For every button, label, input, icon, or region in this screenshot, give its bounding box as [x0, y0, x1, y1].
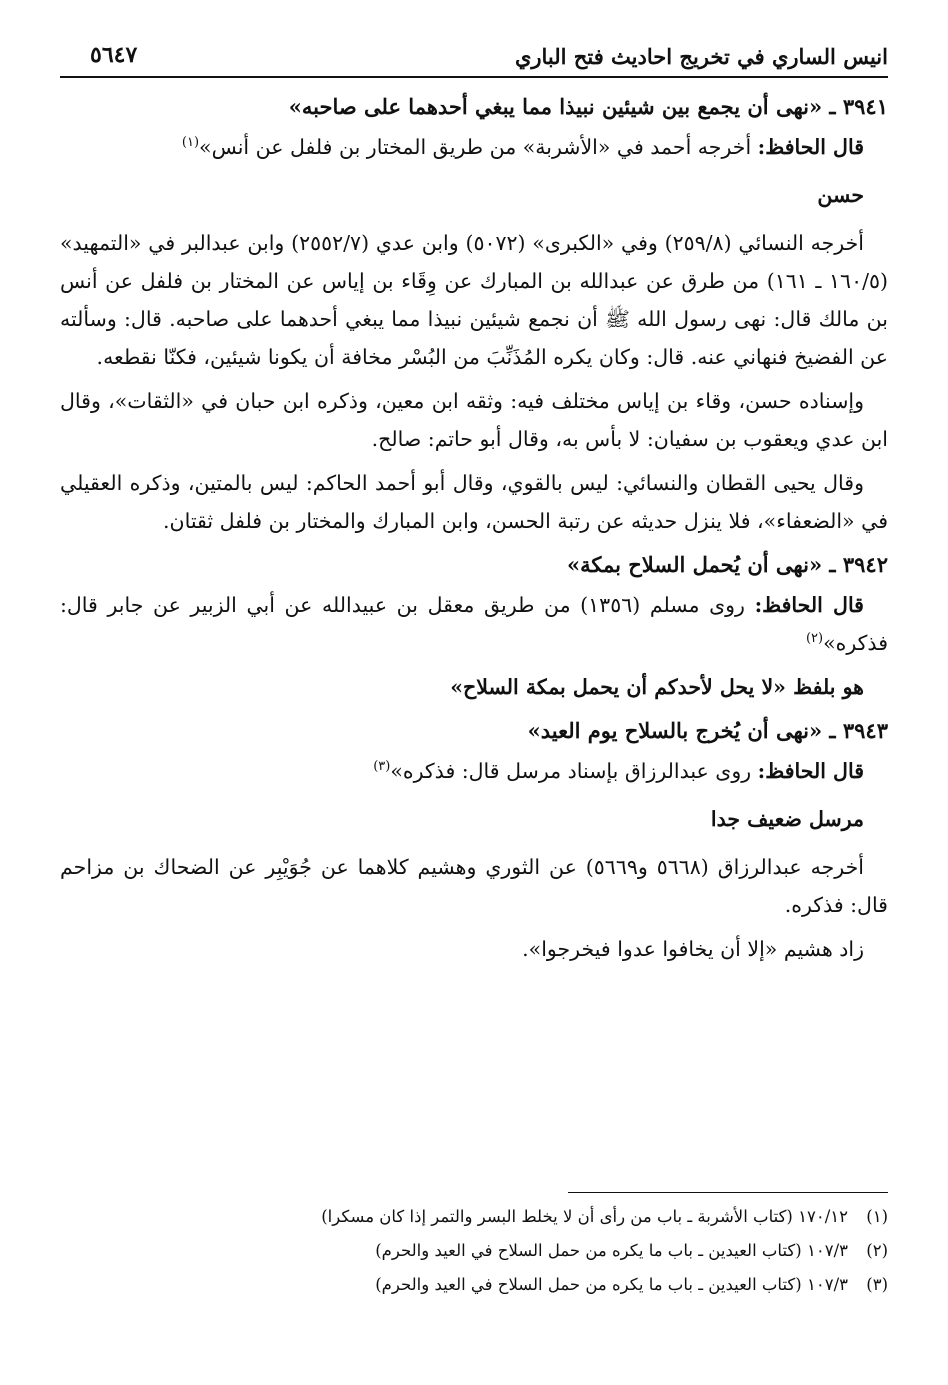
footnote-text: ١٧٠/١٢ (كتاب الأشربة ـ باب من رأى أن لا يخلط البسر والتمر إذا كان مسكرا): [321, 1207, 848, 1226]
hafiz-text: روى عبدالرزاق بإسناد مرسل قال: فذكره»: [390, 759, 752, 783]
hafiz-label: قال الحافظ:: [757, 135, 864, 159]
page-number: ٥٦٤٧: [90, 42, 138, 68]
footnote: [60, 1200, 888, 1234]
hafiz-statement: [60, 128, 888, 166]
running-header: [60, 30, 888, 74]
hafiz-statement: [60, 752, 888, 790]
footnote-number: (١): [866, 1207, 888, 1226]
hafiz-statement: [60, 586, 888, 662]
commentary-paragraph: هو بلفظ «لا يحل لأحدكم أن يحمل بمكة السلاح»: [450, 675, 864, 699]
book-title: انيس الساري في تخريج احاديث فتح الباري: [514, 44, 888, 69]
commentary-paragraph: زاد هشيم «إلا أن يخافوا عدوا فيخرجوا».: [522, 937, 864, 961]
header-rule: [60, 76, 888, 78]
hadith-entry: [60, 88, 888, 540]
footnote-number: (٣): [866, 1275, 888, 1294]
hafiz-label: قال الحافظ:: [754, 593, 864, 617]
footnote-number: (٢): [866, 1241, 888, 1260]
hadith-heading: ٣٩٤٢ ـ «نهى أن يُحمل السلاح بمكة»: [566, 552, 888, 577]
commentary-paragraph: أخرجه عبدالرزاق (٥٦٦٨ و٥٦٦٩) عن الثوري وهشيم كلاهما عن جُوَيْبِر عن الضحاك بن مزاحم قال: فذكره.: [60, 855, 888, 917]
footnote-text: ١٠٧/٣ (كتاب العيدين ـ باب ما يكره من حمل السلاح في العيد والحرم): [375, 1241, 848, 1260]
hadith-grade: مرسل ضعيف جدا: [710, 807, 864, 831]
footnote: [60, 1268, 888, 1302]
commentary-paragraph: أخرجه النسائي (٢٥٩/٨) وفي «الكبرى» (٥٠٧٢) وابن عدي (٢٥٥٢/٧) وابن عبدالبر في «التمهيد» (١٦٠/٥ ـ ١٦١) من طرق عن عبدالله بن المبارك عن وِقَاء بن إياس عن المختار بن فلفل عن أنس بن مالك قال: نهى رسول الله ﷺ أن نجمع شيئين نبيذا مما يبغي أحدهما على صاحبه. قال: وسألته عن الفضيخ فنهاني عنه. قال: وكان يكره المُذَنِّبَ من البُسْر مخافة أن يكونا شيئين، فكنّا نقطعه.: [60, 231, 888, 369]
hafiz-label: قال الحافظ:: [757, 759, 864, 783]
hadith-heading: ٣٩٤١ ـ «نهى أن يجمع بين شيئين نبيذا مما يبغي أحدهما على صاحبه»: [288, 94, 888, 119]
page-body: [60, 88, 888, 968]
footnote-text: ١٠٧/٣ (كتاب العيدين ـ باب ما يكره من حمل السلاح في العيد والحرم): [375, 1275, 848, 1294]
hafiz-text: روى مسلم (١٣٥٦) من طريق معقل بن عبيدالله عن أبي الزبير عن جابر قال: فذكره»: [60, 593, 888, 655]
footnote-ref: (٢): [805, 631, 824, 647]
hadith-grade: حسن: [817, 183, 864, 207]
footnote-separator: [568, 1192, 888, 1193]
hadith-entry: [60, 712, 888, 968]
commentary-paragraph: وقال يحيى القطان والنسائي: ليس بالقوي، وقال أبو أحمد الحاكم: ليس بالمتين، وذكره العقيلي في «الضعفاء»، فلا ينزل حديثه عن رتبة الحسن، وابن المبارك والمختار بن فلفل ثقتان.: [60, 471, 888, 533]
footnotes: [60, 1200, 888, 1302]
hadith-entry: [60, 546, 888, 706]
footnote: [60, 1234, 888, 1268]
commentary-paragraph: وإسناده حسن، وقاء بن إياس مختلف فيه: وثقه ابن معين، وذكره ابن حبان في «الثقات»، وقال ابن عدي ويعقوب بن سفيان: لا بأس به، وقال أبو حاتم: صالح.: [60, 389, 888, 451]
hadith-heading: ٣٩٤٣ ـ «نهى أن يُخرج بالسلاح يوم العيد»: [527, 718, 888, 743]
footnote-ref: (٣): [373, 759, 391, 775]
hafiz-text: أخرجه أحمد في «الأشربة» من طريق المختار بن فلفل عن أنس»: [199, 135, 752, 159]
footnote-ref: (١): [181, 135, 200, 151]
